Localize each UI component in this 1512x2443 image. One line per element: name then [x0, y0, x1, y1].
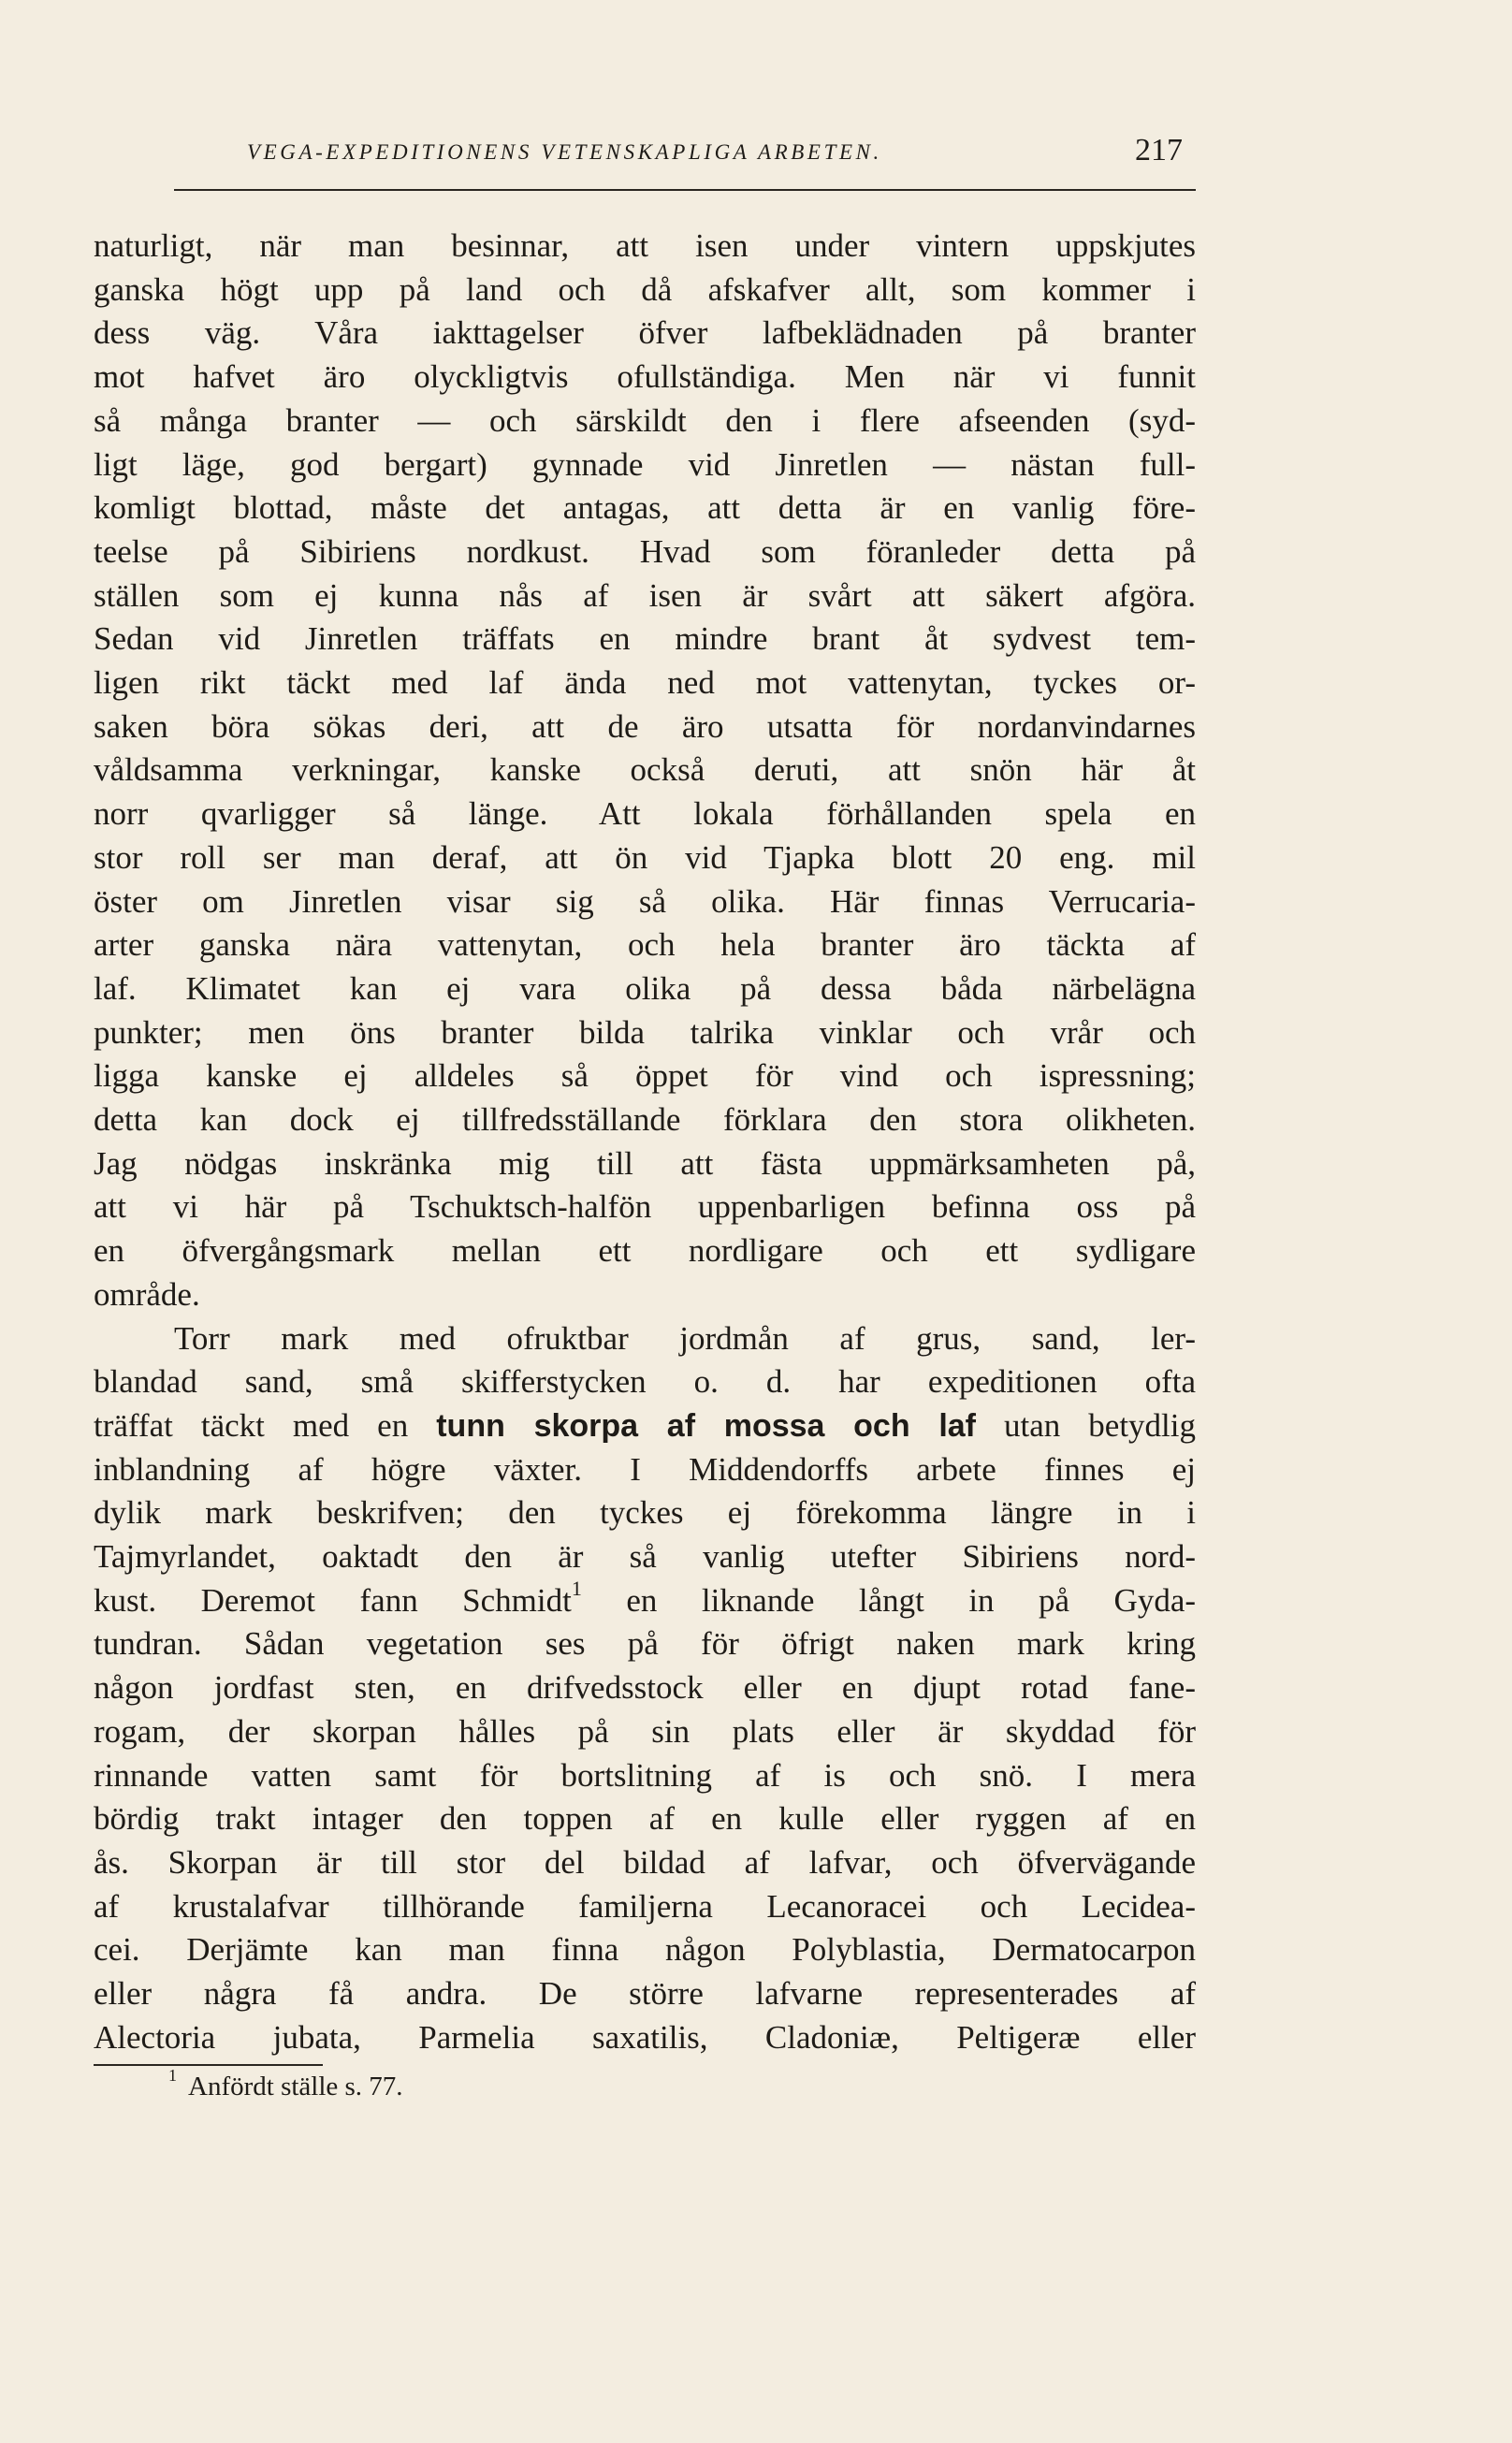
text-line: öster om Jinretlen visar sig så olika. Här finnas Verrucaria-: [94, 883, 1196, 920]
text-line: mot hafvet äro olyckligtvis ofullständiga. Men när vi funnit: [94, 358, 1196, 395]
text-line: saken böra sökas deri, att de äro utsatta för nordanvindarnes: [94, 708, 1196, 745]
text-line: af krustalafvar tillhörande familjerna Lecanoracei och Lecidea-: [94, 1888, 1196, 1925]
text-line: [94, 1404, 1196, 1447]
text-line: tundran. Sådan vegetation ses på för öfrigt naken mark kring: [94, 1625, 1196, 1662]
text-line: blandad sand, små skifferstycken o. d. har expeditionen ofta: [94, 1363, 1196, 1400]
line-text-after: en liknande långt in på Gyda-: [581, 1582, 1197, 1619]
page-number: 217: [1135, 133, 1183, 167]
text-line: teelse på Sibiriens nordkust. Hvad som föranleder detta på: [94, 533, 1196, 570]
text-line: [94, 1579, 1196, 1622]
text-line: dess väg. Våra iakttagelser öfver lafbeklädnaden på branter: [94, 314, 1196, 351]
line-text-before: kust. Deremot fann Schmidt: [94, 1582, 572, 1619]
text-line: dylik mark beskrifven; den tyckes ej förekomma längre in i: [94, 1494, 1196, 1531]
footnote-reference: 1: [571, 1577, 582, 1601]
text-line: rinnande vatten samt för bortslitning af is och snö. I mera: [94, 1757, 1196, 1794]
text-line: en öfvergångsmark mellan ett nordligare och ett sydligare: [94, 1232, 1196, 1269]
text-line: ligen rikt täckt med laf ända ned mot vattenytan, tyckes or-: [94, 664, 1196, 701]
text-line: laf. Klimatet kan ej vara olika på dessa båda närbelägna: [94, 970, 1196, 1007]
text-line: bördig trakt intager den toppen af en kulle eller ryggen af en: [94, 1800, 1196, 1837]
text-line: punkter; men öns branter bilda talrika vinklar och vrår och: [94, 1014, 1196, 1051]
text-line: detta kan dock ej tillfredsställande förklara den stora olikheten.: [94, 1101, 1196, 1138]
footnote-rule: [94, 2064, 323, 2066]
text-line: stor roll ser man deraf, att ön vid Tjapka blott 20 eng. mil: [94, 839, 1196, 876]
footnote-text: Anfördt ställe s. 77.: [188, 2072, 403, 2101]
text-line: att vi här på Tschuktsch-halfön uppenbarligen befinna oss på: [94, 1188, 1196, 1225]
text-line: ställen som ej kunna nås af isen är svårt att säkert afgöra.: [94, 577, 1196, 614]
text-line: ligga kanske ej alldeles så öppet för vind och ispressning;: [94, 1057, 1196, 1094]
text-line: Tajmyrlandet, oaktadt den är så vanlig utefter Sibiriens nord-: [94, 1538, 1196, 1575]
text-line: Alectoria jubata, Parmelia saxatilis, Cladoniæ, Peltigeræ eller: [94, 2019, 1196, 2056]
bold-phrase: tunn skorpa af mossa och laf: [436, 1408, 976, 1444]
text-line: någon jordfast sten, en drifvedsstock eller en djupt rotad fane-: [94, 1669, 1196, 1706]
footnote: [168, 2068, 403, 2105]
text-line: Torr mark med ofruktbar jordmån af grus, sand, ler-: [174, 1320, 1196, 1357]
text-line: inblandning af högre växter. I Middendorffs arbete finnes ej: [94, 1451, 1196, 1488]
text-line: ganska högt upp på land och då afskafver allt, som kommer i: [94, 271, 1196, 308]
line-text-after: utan betydlig: [976, 1407, 1196, 1444]
text-line: naturligt, när man besinnar, att isen under vintern uppskjutes: [94, 227, 1196, 264]
line-text-before: träffat täckt med en: [94, 1407, 437, 1444]
text-line: arter ganska nära vattenytan, och hela branter äro täckta af: [94, 926, 1196, 963]
text-line: Sedan vid Jinretlen träffats en mindre brant åt sydvest tem-: [94, 620, 1196, 657]
text-line: norr qvarligger så länge. Att lokala förhållanden spela en: [94, 795, 1196, 832]
text-line: ås. Skorpan är till stor del bildad af lafvar, och öfvervägande: [94, 1844, 1196, 1881]
text-line: ligt läge, god bergart) gynnade vid Jinretlen — nästan full-: [94, 446, 1196, 483]
text-line: rogam, der skorpan hålles på sin plats eller är skyddad för: [94, 1713, 1196, 1750]
text-line: område.: [94, 1276, 200, 1313]
text-line: så många branter — och särskildt den i flere afseenden (syd-: [94, 402, 1196, 439]
text-line: cei. Derjämte kan man finna någon Polyblastia, Dermatocarpon: [94, 1931, 1196, 1968]
text-line: våldsamma verkningar, kanske också deruti, att snön här åt: [94, 751, 1196, 788]
footnote-marker: 1: [168, 2066, 177, 2086]
text-line: eller några få andra. De större lafvarne representerades af: [94, 1975, 1196, 2012]
text-line: Jag nödgas inskränka mig till att fästa uppmärksamheten på,: [94, 1145, 1196, 1182]
running-head: VEGA-EXPEDITIONENS VETENSKAPLIGA ARBETEN.: [247, 140, 882, 164]
header-rule: [174, 189, 1196, 191]
text-line: komligt blottad, måste det antagas, att detta är en vanlig före-: [94, 489, 1196, 526]
